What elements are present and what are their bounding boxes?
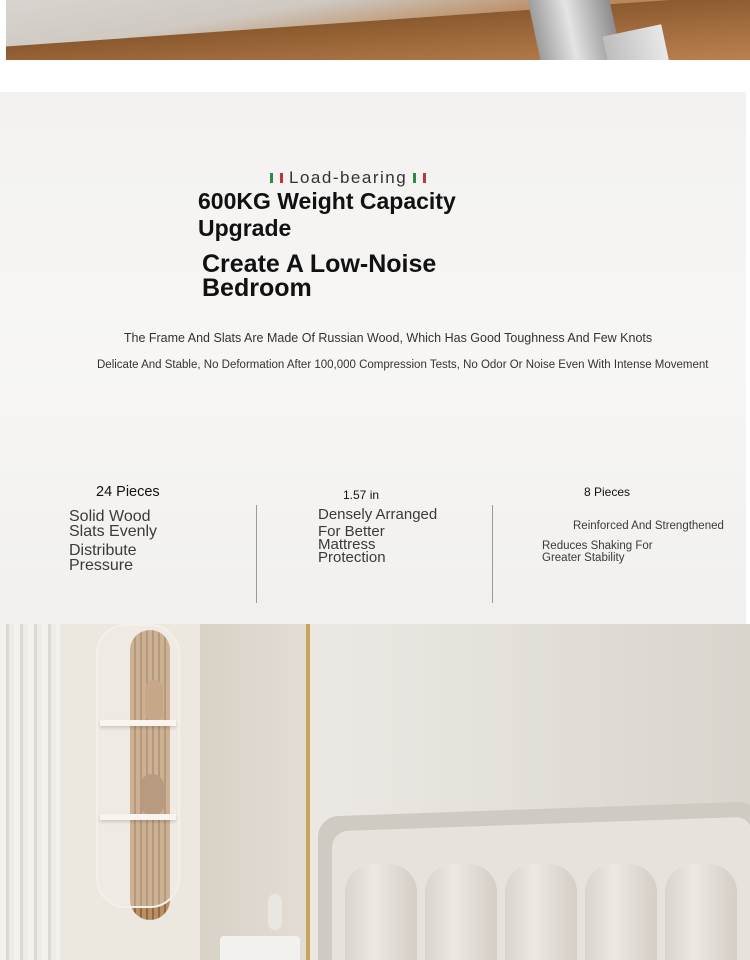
headline-line-2: Upgrade <box>198 215 292 241</box>
curtain <box>0 624 60 960</box>
feature-2-line: Densely Arranged <box>318 506 438 523</box>
bedroom-photo <box>0 624 750 960</box>
feature-1-text <box>69 509 189 573</box>
eyebrow-text: Load-bearing <box>289 168 408 187</box>
headboard-cushion <box>585 864 657 960</box>
feature-2-line: Mattress <box>318 536 376 553</box>
feature-2-line: For Better <box>318 523 385 540</box>
shelf <box>100 814 176 820</box>
shelf-niche <box>96 624 180 908</box>
feature-3-line: Reduces Shaking For <box>542 540 653 552</box>
feature-divider <box>492 505 493 603</box>
flag-icon <box>413 173 426 183</box>
feature-3-line: Greater Stability <box>542 552 625 564</box>
subheadline-line-1: Create A Low-Noise <box>202 250 437 278</box>
feature-2-number: 1.57 in <box>343 488 380 502</box>
caliper-wood-photo <box>6 0 750 60</box>
feature-2-line: Protection <box>318 549 386 566</box>
feature-3-text <box>542 540 702 564</box>
feature-1-line: Distribute <box>69 542 137 559</box>
headboard-cushion <box>505 864 577 960</box>
headboard-cushion <box>665 864 737 960</box>
gold-trim <box>306 624 310 960</box>
headboard-cushion <box>425 864 497 960</box>
feature-1-number: 24 Pieces <box>96 484 160 500</box>
headline-line-1: 600KG Weight Capacity <box>198 188 456 214</box>
feature-1-line: Solid Wood <box>69 508 151 525</box>
flower-vase-icon <box>268 894 282 930</box>
description-1: The Frame And Slats Are Made Of Russian Wood, Which Has Good Toughness And Few Knots <box>123 331 653 345</box>
wall-panel <box>200 624 310 960</box>
bear-figurine-icon <box>140 774 164 814</box>
vase-icon <box>145 680 163 720</box>
feature-divider <box>256 505 257 603</box>
shelf <box>100 720 176 726</box>
section-eyebrow <box>270 166 426 190</box>
subheadline <box>202 252 502 300</box>
feature-3-number: 8 Pieces <box>584 485 631 499</box>
feature-1-line: Pressure <box>69 557 134 574</box>
description-2: Delicate And Stable, No Deformation After 100,000 Compression Tests, No Odor Or Noise Even With Intense Movement <box>97 359 709 371</box>
headboard-cushion <box>345 864 417 960</box>
subheadline-line-2: Bedroom <box>202 274 312 302</box>
headline <box>198 188 498 242</box>
feature-3-heading: Reinforced And Strengthened <box>573 520 724 532</box>
feature-1-line: Slats Evenly <box>69 523 158 540</box>
flag-icon <box>270 173 283 183</box>
feature-2-text <box>318 508 458 564</box>
nightstand <box>220 936 300 960</box>
